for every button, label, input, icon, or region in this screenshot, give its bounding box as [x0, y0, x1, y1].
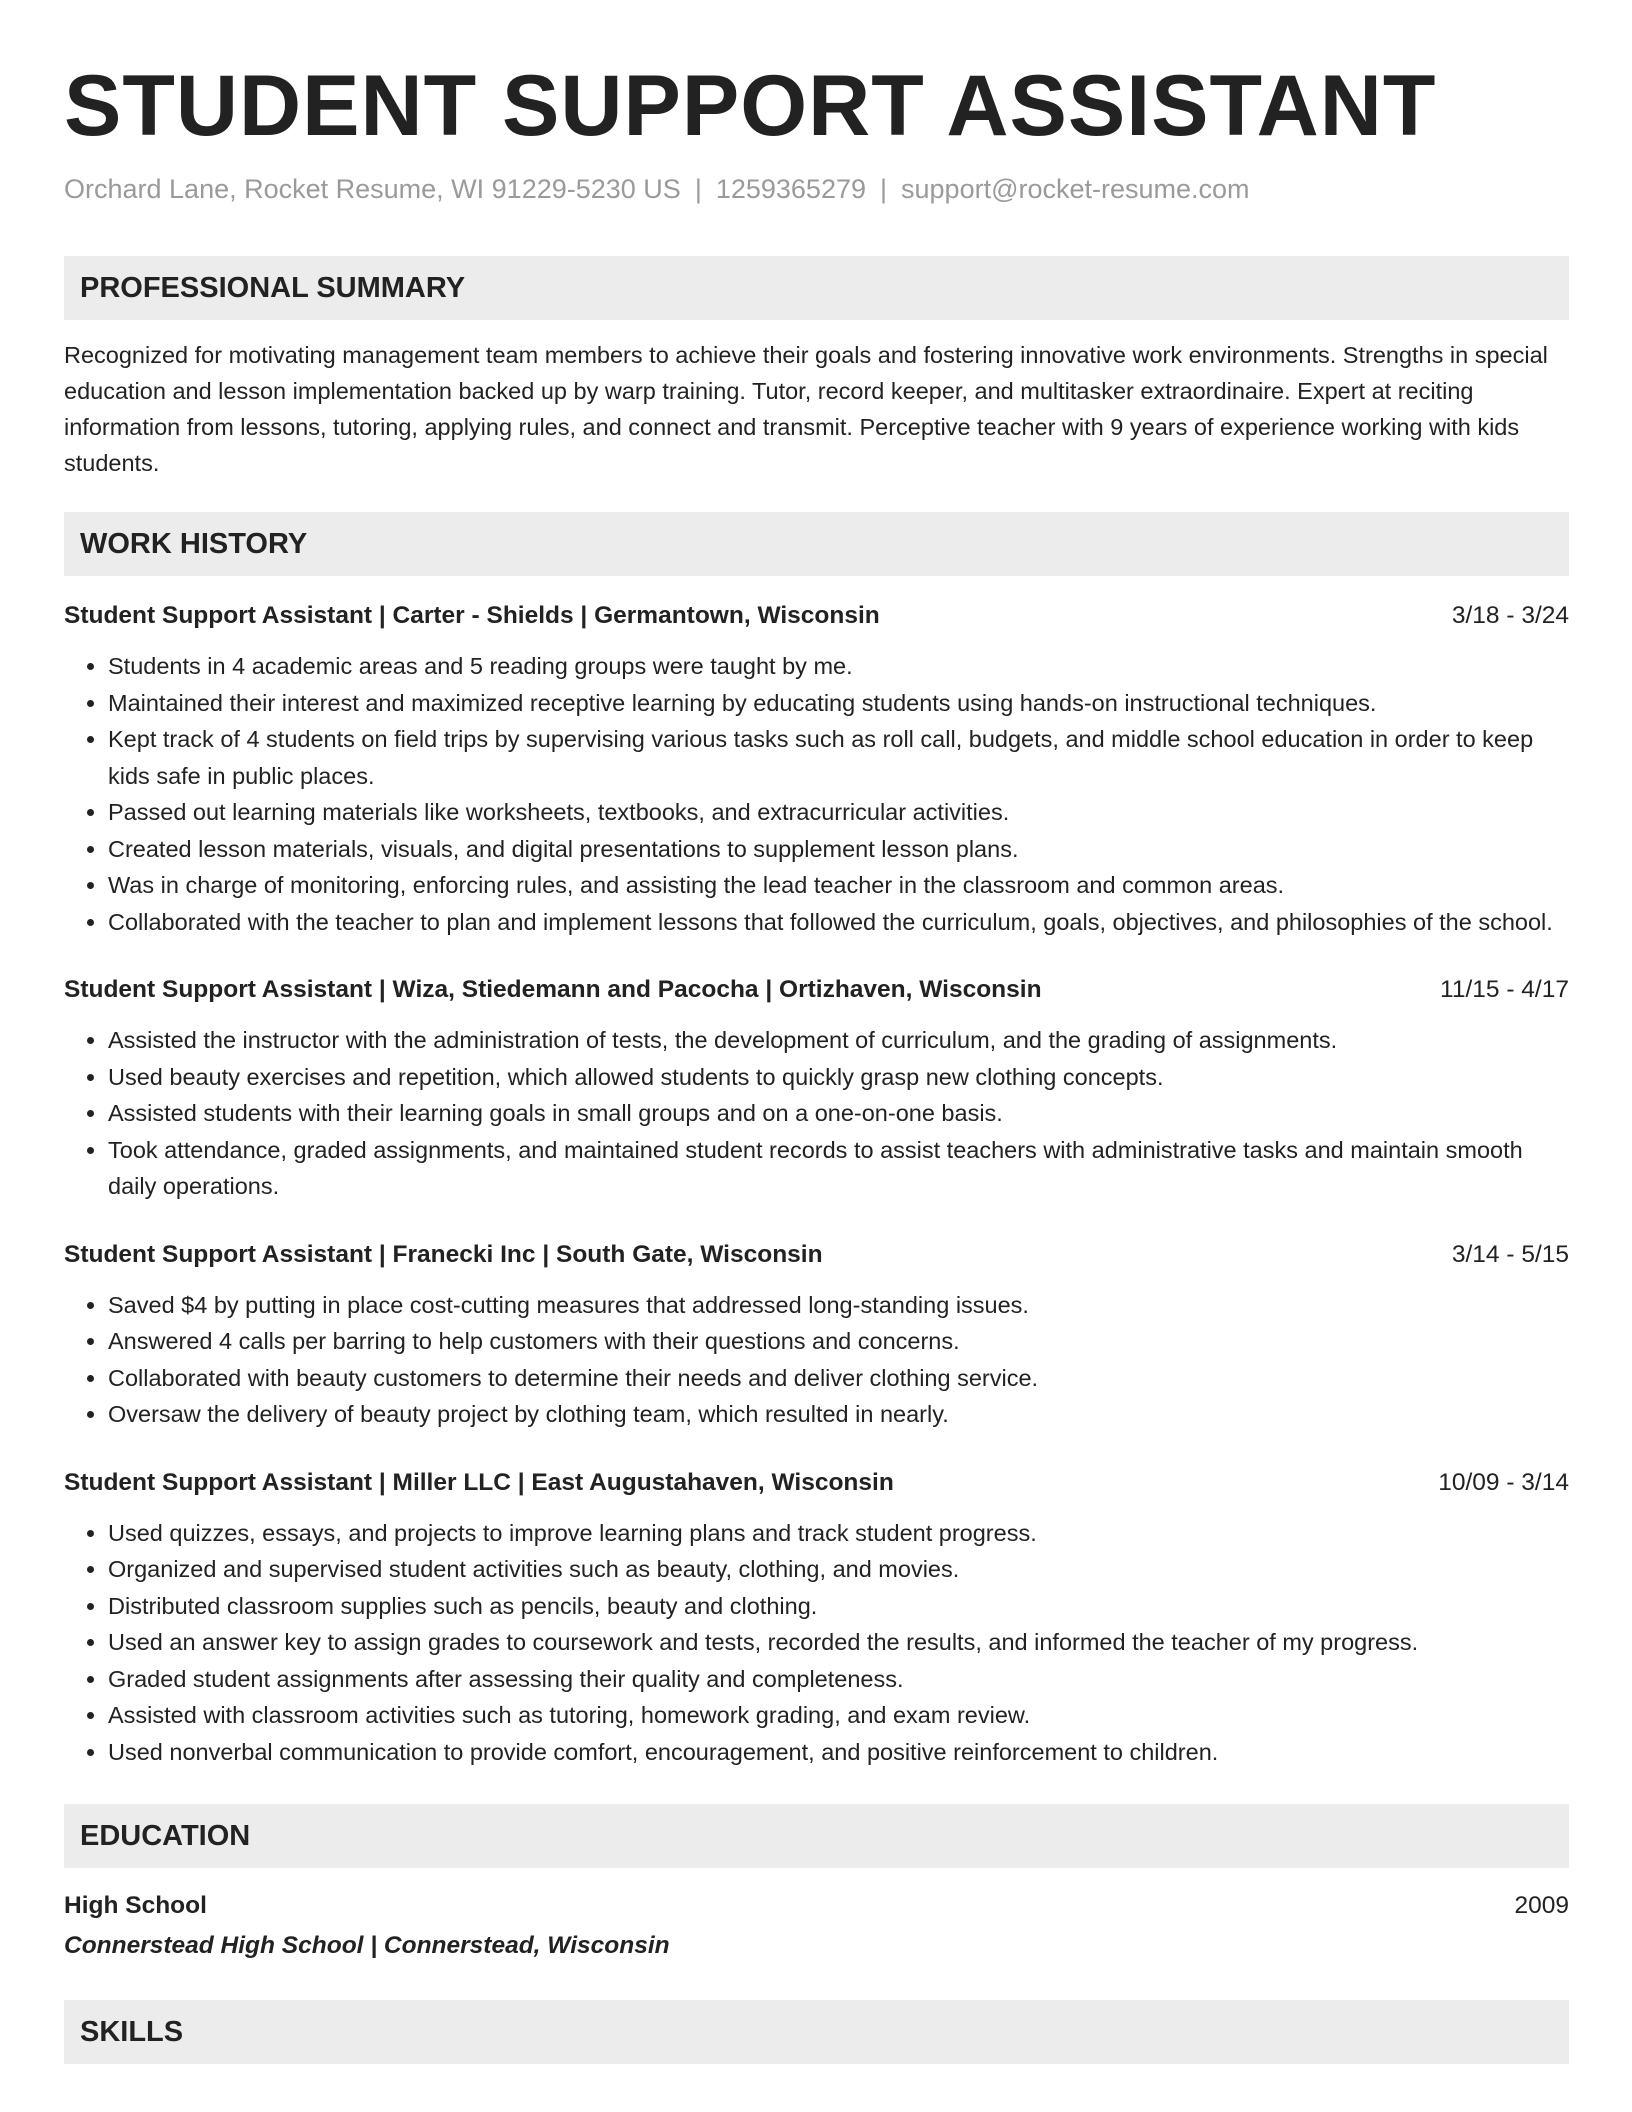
job-bullet: • Passed out learning materials like worksheets, textbooks, and extracurricular activities.: [108, 794, 1569, 831]
job-bullet: • Assisted students with their learning goals in small groups and on a one-on-one basis.: [108, 1095, 1569, 1132]
summary-text: Recognized for motivating management team members to achieve their goals and fostering innovative work environments. Strengths in special education and lesson implementation backed up by warp training. Tutor, record keeper, and multitasker extraordinaire. Expert at reciting information from lessons, tutoring, applying rules, and connect and transmit. Perceptive teacher with 9 years of experience working with kids students.: [64, 342, 1548, 476]
job-bullet: • Used nonverbal communication to provide comfort, encouragement, and positive reinforcement to children.: [108, 1734, 1569, 1771]
job-bullets: [64, 1287, 1569, 1433]
education-school: Connerstead High School | Connerstead, Wisconsin: [64, 1932, 670, 1959]
job-bullet: • Students in 4 academic areas and 5 reading groups were taught by me.: [108, 648, 1569, 685]
job-title: Student Support Assistant | Miller LLC | East Augustahaven, Wisconsin: [64, 1468, 894, 1496]
job-bullet: • Assisted the instructor with the administration of tests, the development of curriculum, and the grading of assignments.: [108, 1022, 1569, 1059]
job-title: Student Support Assistant | Franecki Inc | South Gate, Wisconsin: [64, 1240, 823, 1268]
job-bullet: • Used beauty exercises and repetition, which allowed students to quickly grasp new clothing concepts.: [108, 1059, 1569, 1096]
job-bullet: • Organized and supervised student activities such as beauty, clothing, and movies.: [108, 1551, 1569, 1588]
job-bullet: • Answered 4 calls per barring to help customers with their questions and concerns.: [108, 1323, 1569, 1360]
education-degree: High School: [64, 1892, 207, 1919]
contact-separator: |: [694, 174, 702, 204]
job-dates: 3/18 - 3/24: [1451, 602, 1569, 629]
summary-heading: PROFESSIONAL SUMMARY: [64, 256, 1569, 320]
skills-heading: SKILLS: [64, 2000, 1569, 2064]
job-dates: 3/14 - 5/15: [1451, 1240, 1569, 1268]
job-dates: 11/15 - 4/17: [1440, 976, 1569, 1003]
job-entry: [64, 598, 1569, 940]
job-bullet: • Used quizzes, essays, and projects to improve learning plans and track student progress.: [108, 1515, 1569, 1552]
job-bullet: • Used an answer key to assign grades to coursework and tests, recorded the results, and informed the teacher of my progress.: [108, 1624, 1569, 1661]
education-heading: EDUCATION: [64, 1804, 1569, 1868]
job-header: [64, 1237, 1569, 1273]
job-bullet: • Created lesson materials, visuals, and digital presentations to supplement lesson plans.: [108, 831, 1569, 868]
job-bullet: • Oversaw the delivery of beauty project by clothing team, which resulted in nearly.: [108, 1396, 1569, 1433]
job-entry: [64, 1465, 1569, 1771]
job-bullet: • Distributed classroom supplies such as pencils, beauty and clothing.: [108, 1588, 1569, 1625]
job-bullet: • Kept track of 4 students on field trips by supervising various tasks such as roll call, budgets, and middle school education in order to keep kids safe in public places.: [108, 721, 1569, 794]
job-title: Student Support Assistant | Carter - Shields | Germantown, Wisconsin: [64, 602, 880, 629]
job-bullets: [64, 648, 1569, 940]
education-year: 2009: [1514, 1892, 1569, 1919]
job-header: [64, 972, 1569, 1008]
job-header: [64, 1465, 1569, 1501]
job-bullet: • Graded student assignments after assessing their quality and completeness.: [108, 1661, 1569, 1698]
job-bullet: • Assisted with classroom activities such as tutoring, homework grading, and exam review.: [108, 1697, 1569, 1734]
contact-phone: 1259365279: [715, 174, 866, 204]
contact-email: support@rocket-resume.com: [901, 174, 1250, 204]
job-header: [64, 598, 1569, 634]
job-bullet: • Saved $4 by putting in place cost-cutting measures that addressed long-standing issues.: [108, 1287, 1569, 1324]
job-entry: [64, 1237, 1569, 1433]
job-dates: 10/09 - 3/14: [1438, 1468, 1569, 1496]
job-title: Student Support Assistant | Wiza, Stiedemann and Pacocha | Ortizhaven, Wisconsin: [64, 976, 1042, 1003]
job-bullets: [64, 1515, 1569, 1771]
job-bullet: • Took attendance, graded assignments, and maintained student records to assist teachers with administrative tasks and maintain smooth daily operations.: [108, 1132, 1569, 1205]
job-bullet: • Collaborated with the teacher to plan and implement lessons that followed the curriculum, goals, objectives, and philosophies of the school.: [108, 904, 1569, 941]
job-bullet: • Maintained their interest and maximized receptive learning by educating students using hands-on instructional techniques.: [108, 685, 1569, 722]
job-bullet: • Was in charge of monitoring, enforcing rules, and assisting the lead teacher in the classroom and common areas.: [108, 867, 1569, 904]
education-entry: [64, 1888, 1569, 1924]
job-bullets: [64, 1022, 1569, 1205]
work-history-heading: WORK HISTORY: [64, 512, 1569, 576]
candidate-name: STUDENT SUPPORT ASSISTANT: [64, 58, 1437, 154]
job-bullet: • Collaborated with beauty customers to determine their needs and deliver clothing service.: [108, 1360, 1569, 1397]
contact-line: [64, 172, 1569, 206]
job-entry: [64, 972, 1569, 1205]
contact-address: Orchard Lane, Rocket Resume, WI 91229-5230 US: [64, 174, 681, 204]
contact-separator: |: [880, 174, 888, 204]
